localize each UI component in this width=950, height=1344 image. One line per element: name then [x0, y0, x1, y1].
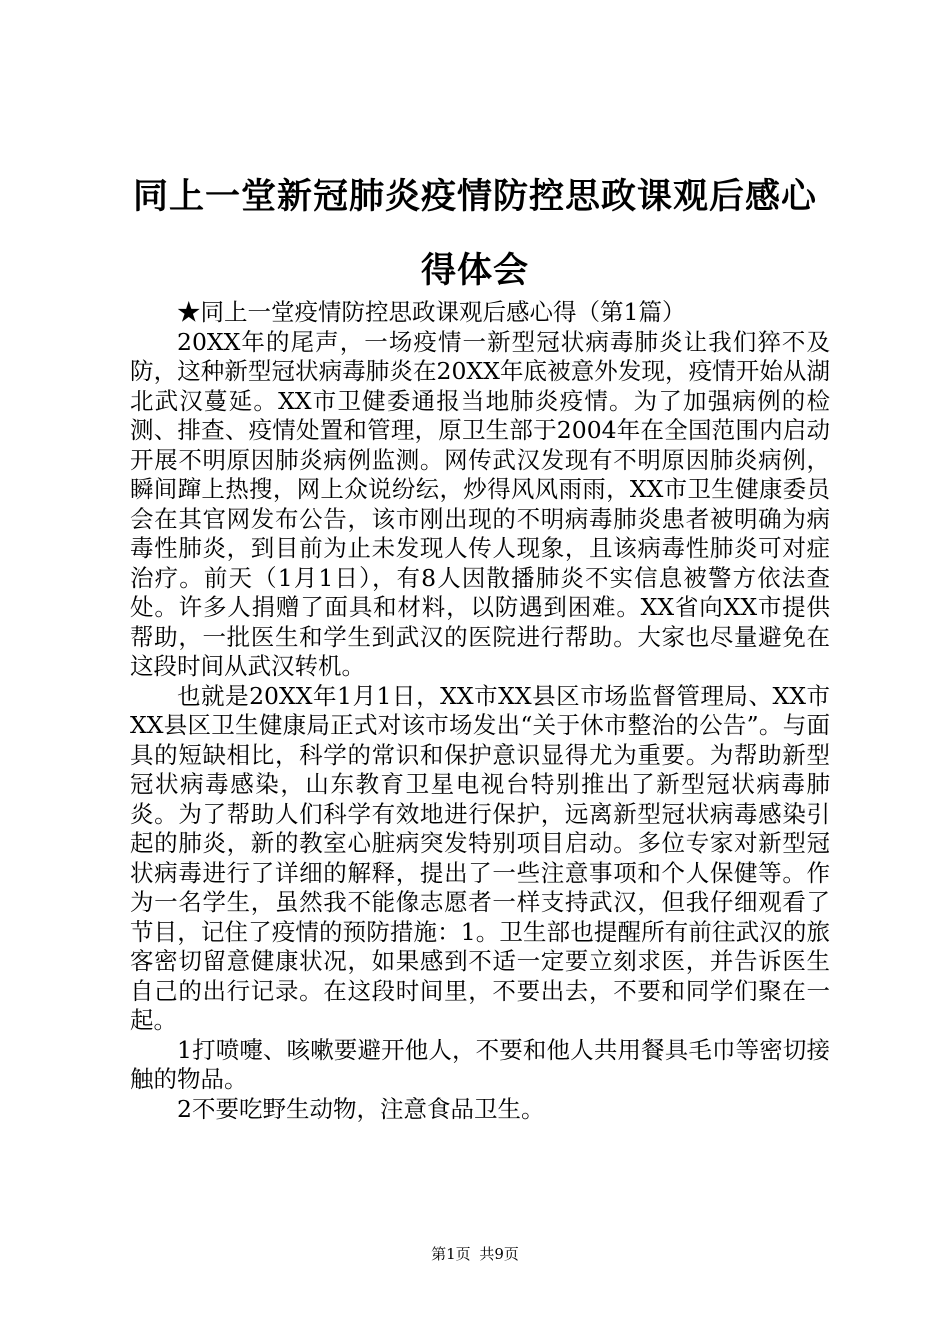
document-title: 同上一堂新冠肺炎疫情防控思政课观后感心得体会	[132, 177, 817, 291]
page-total: 共9页	[479, 1245, 519, 1263]
body-paragraph: 也就是20XX年1月1日，XX市XX县区市场监督管理局、XX市XX县区卫生健康局正式对该市场发出“关于休市整治的公告”。与面具的短缺相比，科学的常识和保护意识显得尤为重要。为帮助新型冠状病毒感染，山东教育卫星电视台特别推出了新型冠状病毒肺炎。为了帮助人们科学有效地进行保护，远离新型冠状病毒感染引起的肺炎，新的教室心脏病突发特别项目启动。多位专家对新型冠状病毒进行了详细的解释，提出了一些注意事项和个人保健等。作为一名学生，虽然我不能像志愿者一样支持武汉，但我仔细观看了节目，记住了疫情的预防措施：1。卫生部也提醒所有前往武汉的旅客密切留意健康状况，如果感到不适一定要立刻求医，并告诉医生自己的出行记录。在这段时间里，不要出去，不要和同学们聚在一起。	[130, 681, 830, 1034]
body-paragraph: 1打喷嚏、咳嗽要避开他人，不要和他人共用餐具毛巾等密切接触的物品。	[130, 1035, 830, 1093]
page-number: 第1页	[431, 1245, 471, 1263]
page-footer	[0, 1244, 950, 1264]
document-body	[130, 298, 830, 1124]
body-paragraph: 20XX年的尾声，一场疫情一新型冠状病毒肺炎让我们猝不及防，这种新型冠状病毒肺炎在20XX年底被意外发现，疫情开始从湖北武汉蔓延。XX市卫健委通报当地肺炎疫情。为了加强病例的检测、排查、疫情处置和管理，原卫生部于2004年在全国范围内启动开展不明原因肺炎病例监测。网传武汉发现有不明原因肺炎病例，瞬间蹿上热搜，网上众说纷纭，炒得风风雨雨，XX市卫生健康委员会在其官网发布公告，该市刚出现的不明病毒肺炎患者被明确为病毒性肺炎，到目前为止未发现人传人现象，且该病毒性肺炎可对症治疗。前天（1月1日），有8人因散播肺炎不实信息被警方依法查处。许多人捐赠了面具和材料，以防遇到困难。XX省向XX市提供帮助，一批医生和学生到武汉的医院进行帮助。大家也尽量避免在这段时间从武汉转机。	[130, 327, 830, 680]
section-heading: ★同上一堂疫情防控思政课观后感心得（第1篇）	[177, 298, 686, 326]
body-paragraph: 2不要吃野生动物，注意食品卫生。	[177, 1094, 545, 1123]
